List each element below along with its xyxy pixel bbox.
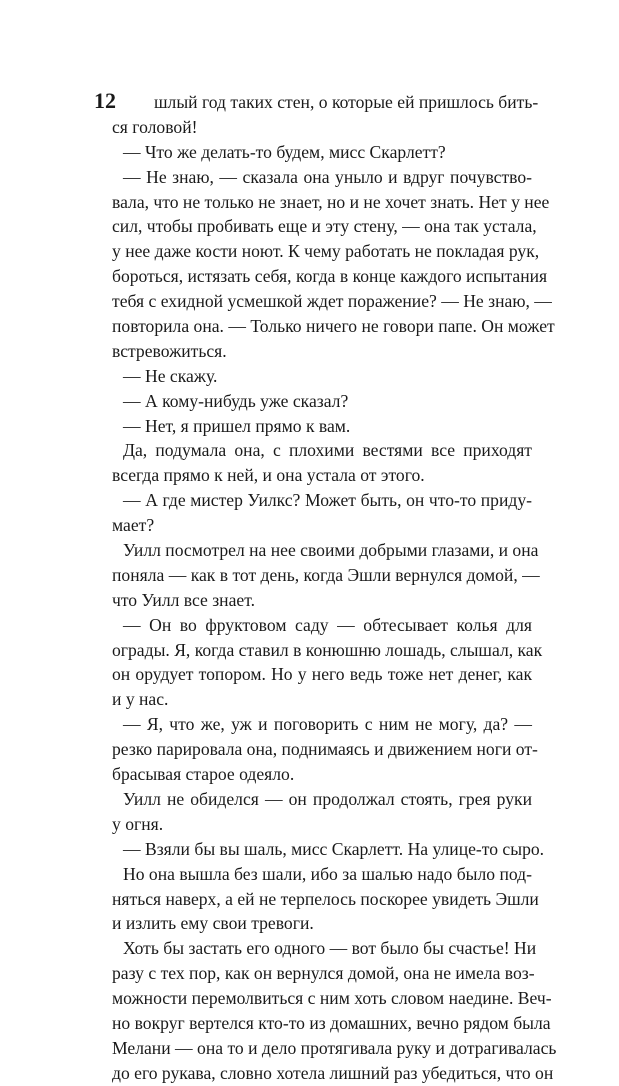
text-line: сил, чтобы пробивать еще и эту стену, — она так устала,	[112, 216, 537, 237]
text-line: ся головой!	[112, 116, 198, 137]
text-line: и излить ему свои тревоги.	[112, 913, 314, 934]
text-line: но вокруг вертелся кто-то из домашних, вечно рядом была	[112, 1012, 551, 1033]
text-line: ограды. Я, когда ставил в конюшню лошадь, слышал, как	[112, 639, 543, 660]
text-line: шлый год таких стен, о которые ей пришлось бить-	[154, 92, 539, 112]
text-line: Хоть бы застать его одного — вот было бы счастье! Ни	[123, 938, 537, 959]
text-line: — Я, что же, уж и поговорить с ним не могу, да? —	[123, 714, 532, 735]
text-line: и у нас.	[112, 689, 169, 710]
text-line: — Не знаю, — сказала она уныло и вдруг почувство-	[123, 166, 532, 187]
text-line: — Взяли бы вы шаль, мисс Скарлетт. На улице-то сыро.	[123, 838, 545, 859]
text-line: всегда прямо к ней, и она устала от этого.	[112, 465, 425, 486]
text-line: мает?	[112, 515, 155, 536]
text-line: брасывая старое одеяло.	[112, 764, 295, 785]
text-line: Уилл не обиделся — он продолжал стоять, грея руки	[123, 788, 532, 809]
text-line: он орудует топором. Но у него ведь тоже нет денег, как	[112, 664, 532, 685]
text-line: до его рукава, словно хотела лишний раз убедиться, что он	[112, 1062, 554, 1083]
text-line: можности перемолвиться с ним хоть словом наедине. Веч-	[112, 988, 552, 1009]
text-line: повторила она. — Только ничего не говори папе. Он может	[112, 316, 555, 337]
text-line: поняла — как в тот день, когда Эшли вернулся домой, —	[112, 564, 540, 585]
text-line: резко парировала она, поднимаясь и движением ноги от-	[112, 739, 538, 760]
text-line: Мелани — она то и дело протягивала руку и дотрагивалась	[112, 1037, 557, 1058]
text-line: Но она вышла без шали, ибо за шалью надо было под-	[123, 863, 532, 884]
text-line: что Уилл все знает.	[112, 589, 255, 610]
text-line: у огня.	[112, 813, 164, 834]
text-line: — Не скажу.	[123, 365, 218, 386]
text-line: тебя с ехидной усмешкой ждет поражение? — Не знаю, —	[112, 291, 552, 312]
text-line: Да, подумала она, с плохими вестями все приходят	[123, 440, 532, 461]
text-line: встревожиться.	[112, 340, 227, 361]
page-number: 12	[94, 88, 116, 113]
text-line: Уилл посмотрел на нее своими добрыми глазами, и она	[123, 540, 539, 561]
text-line: — А где мистер Уилкс? Может быть, он что-то приду-	[123, 490, 532, 511]
text-line: — Что же делать-то будем, мисс Скарлетт?	[123, 141, 446, 162]
text-line: няться наверх, а ей не терпелось поскорее увидеть Эшли	[112, 888, 539, 909]
text-line: вала, что не только не знает, но и не хочет знать. Нет у нее	[112, 191, 550, 212]
text-line: у нее даже кости ноют. К чему работать не покладая рук,	[112, 241, 540, 262]
text-line: — Он во фруктовом саду — обтесывает колья для	[123, 614, 532, 635]
text-line: — Нет, я пришел прямо к вам.	[123, 415, 351, 436]
body-text	[112, 90, 557, 1086]
text-line: разу с тех пор, как он вернулся домой, она не имела воз-	[112, 963, 535, 984]
text-line: — А кому-нибудь уже сказал?	[123, 390, 349, 411]
text-line: бороться, истязать себя, когда в конце каждого испытания	[112, 266, 548, 287]
